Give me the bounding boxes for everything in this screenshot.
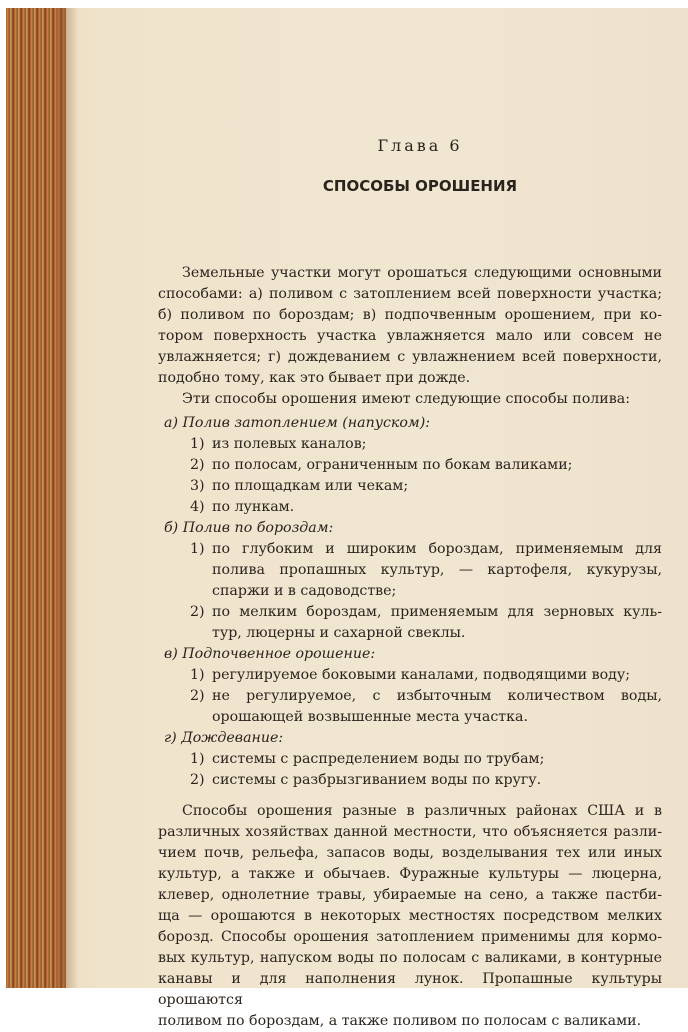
list-item xyxy=(158,686,662,728)
paragraph-line: поливом по бороздам, а также поливом по полосам с валиками. xyxy=(158,1013,642,1029)
list-item xyxy=(158,749,662,770)
item-text: не регулируемое, с избыточным количеством воды, орошающей возвышенные места участка. xyxy=(212,688,662,725)
page-edge-shadow xyxy=(58,8,78,988)
irrigation-methods-list xyxy=(158,413,662,791)
page-edge-gilded xyxy=(6,8,66,988)
list-item xyxy=(158,665,662,686)
page-content xyxy=(158,136,662,1032)
list-item xyxy=(158,602,662,644)
paragraph-line: культур, а также и обычаев. Фуражные культуры — люцерна, xyxy=(158,866,662,882)
group-heading: а) Полив затоплением (напуском): xyxy=(164,415,431,431)
paragraph-line: клевер, однолетние травы, убираемые на сено, а также пастби- xyxy=(158,887,662,903)
group-heading: в) Подпочвенное орошение: xyxy=(164,646,376,662)
paragraph-line: увлажняется; г) дождеванием с увлажнением всей поверхности, xyxy=(158,349,662,365)
list-item xyxy=(158,455,662,476)
paragraph-line: чием почв, рельефа, запасов воды, возделывания тех или иных xyxy=(158,845,662,861)
item-number: 1) xyxy=(190,751,205,767)
item-text: из полевых каналов; xyxy=(212,436,367,452)
paragraph-line: тором поверхность участка увлажняется мало или совсем не xyxy=(158,328,662,344)
item-number: 3) xyxy=(190,478,205,494)
item-number: 2) xyxy=(190,688,205,704)
item-number: 2) xyxy=(190,457,205,473)
group-heading: б) Полив по бороздам: xyxy=(164,520,334,536)
paragraph-line: канавы и для наполнения лунок. Пропашные культуры орошаются xyxy=(158,971,662,1008)
item-text: системы с разбрызгиванием воды по кругу. xyxy=(212,772,542,788)
item-text: по лункам. xyxy=(212,499,295,515)
intro-paragraph xyxy=(158,263,662,410)
item-number: 1) xyxy=(190,541,205,557)
item-text: по глубоким и широким бороздам, применяемым для полива пропашных культур, — картофеля, кукурузы, спаржи и в садоводстве; xyxy=(212,541,662,599)
list-item xyxy=(158,770,662,791)
closing-paragraph xyxy=(158,801,662,1032)
list-item xyxy=(158,539,662,602)
item-number: 1) xyxy=(190,667,205,683)
item-text: по полосам, ограниченным по бокам валиками; xyxy=(212,457,573,473)
item-text: по мелким бороздам, применяемым для зерновых куль-тур, люцерны и сахарной свеклы. xyxy=(212,604,662,641)
list-item xyxy=(158,476,662,497)
paragraph-line: Земельные участки могут орошаться следующими основными xyxy=(182,265,662,281)
chapter-title: СПОСОБЫ ОРОШЕНИЯ xyxy=(322,177,518,195)
paragraph-line: различных хозяйствах данной местности, что объясняется разли- xyxy=(158,824,662,840)
paragraph-line: ща — орошаются в некоторых местностях посредством мелких xyxy=(158,908,662,924)
book-page xyxy=(6,8,688,1029)
item-number: 4) xyxy=(190,499,205,515)
item-number: 1) xyxy=(190,436,205,452)
item-text: по площадкам или чекам; xyxy=(212,478,409,494)
paragraph-line: способами: а) поливом с затоплением всей поверхности участка; xyxy=(158,286,662,302)
item-number: 2) xyxy=(190,604,205,620)
chapter-number: Глава 6 xyxy=(377,136,463,155)
methods-intro: Эти способы орошения имеют следующие способы полива: xyxy=(182,391,630,407)
paragraph-line: борозд. Способы орошения затоплением применимы для кормо- xyxy=(158,929,662,945)
item-text: системы с распределением воды по трубам; xyxy=(212,751,545,767)
paragraph-line: подобно тому, как это бывает при дожде. xyxy=(158,370,471,386)
list-item xyxy=(158,497,662,518)
item-number: 2) xyxy=(190,772,205,788)
list-item xyxy=(158,434,662,455)
item-text: регулируемое боковыми каналами, подводящими воду; xyxy=(212,667,631,683)
group-heading: г) Дождевание: xyxy=(164,730,284,746)
paragraph-line: вых культур, напуском воды по полосам с валиками, в контурные xyxy=(158,950,662,966)
paragraph-line: б) поливом по бороздам; в) подпочвенным орошением, при ко- xyxy=(158,307,662,323)
paragraph-line: Способы орошения разные в различных районах США и в xyxy=(182,803,662,819)
